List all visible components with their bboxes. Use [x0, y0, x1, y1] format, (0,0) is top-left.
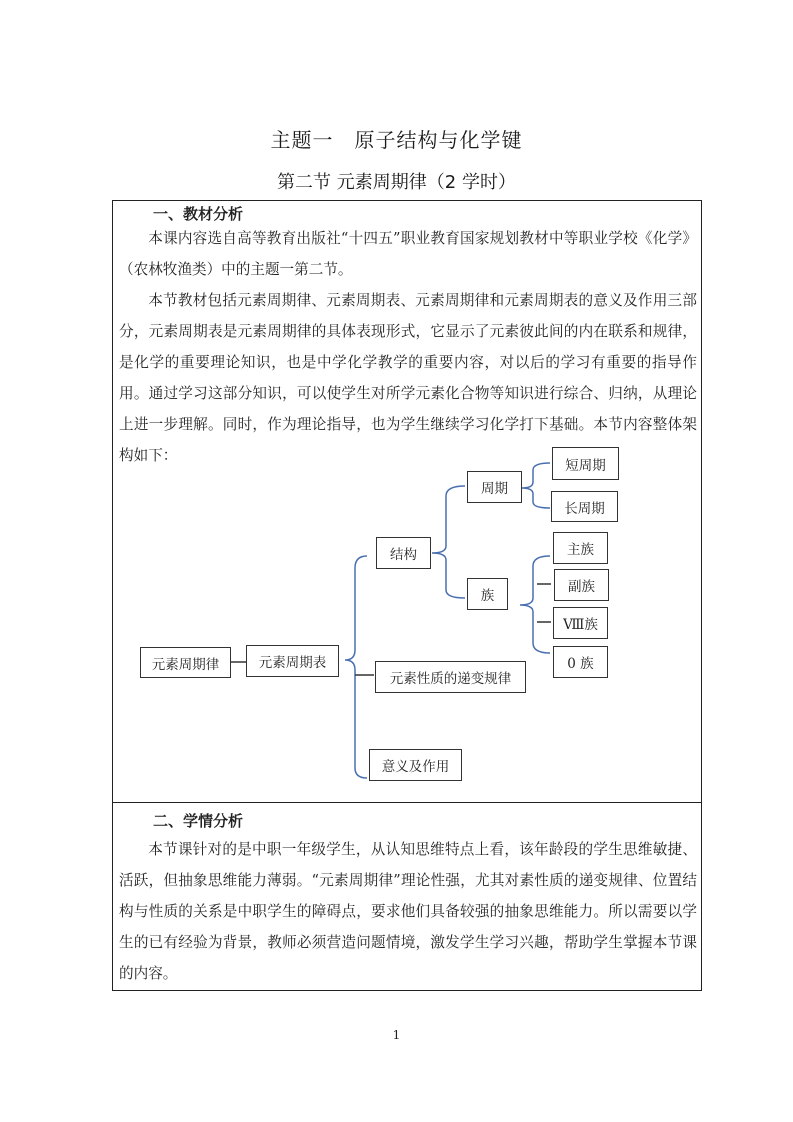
- section-heading: 一、教材分析: [153, 205, 244, 223]
- section-subtitle: 第二节 元素周期律（2 学时）: [277, 172, 516, 193]
- node-short-period: 短周期: [552, 447, 619, 480]
- document-title: 主题一 原子结构与化学键: [270, 128, 523, 152]
- node-significance: 意义及作用: [369, 749, 462, 781]
- node-group-zero: 0 族: [553, 646, 608, 678]
- node-property-trend: 元素性质的递变规律: [375, 661, 526, 693]
- node-periodic-law: 元素周期律: [140, 647, 231, 678]
- node-sub-group: 副族: [554, 569, 609, 601]
- paragraph: 本课内容选自高等教育出版社“十四五”职业教育国家规划教材中等职业学校《化学》（农林牧渔类）中的主题一第二节。: [119, 230, 697, 278]
- section-heading: 二、学情分析: [153, 812, 244, 830]
- paragraph: 本节教材包括元素周期律、元素周期表、元素周期律和元素周期表的意义及作用三部分，元素周期表是元素周期律的具体表现形式，它显示了元素彼此间的内在联系和规律，是化学的重要理论知识，也是中学化学教学的重要内容，对以后的学习有重要的指导作用。通过学习这部分知识，可以使学生对所学元素化合物等知识进行综合、归纳，从理论上进一步理解。同时，作为理论指导，也为学生继续学习化学打下基础。本节内容整体架构如下：: [119, 292, 697, 464]
- paragraph: 本节课针对的是中职一年级学生，从认知思维特点上看，该年龄段的学生思维敏捷、活跃，但抽象思维能力薄弱。“元素周期律”理论性强，尤其对素性质的递变规律、位置结构与性质的关系是中职学生的障碍点，要求他们具备较强的抽象思维能力。所以需要以学生的已有经验为背景，教师必须营造问题情境，激发学生学习兴趣，帮助学生掌握本节课的内容。: [119, 841, 697, 982]
- node-group: 族: [467, 578, 508, 610]
- node-periodic-table: 元素周期表: [246, 645, 339, 677]
- node-structure: 结构: [376, 537, 431, 569]
- node-main-group: 主族: [553, 532, 608, 564]
- node-long-period: 长周期: [551, 491, 618, 522]
- page-number: 1: [392, 1028, 401, 1042]
- node-period: 周期: [467, 471, 522, 503]
- node-group-viii: Ⅷ族: [553, 607, 608, 639]
- student-analysis-cell: [112, 802, 702, 991]
